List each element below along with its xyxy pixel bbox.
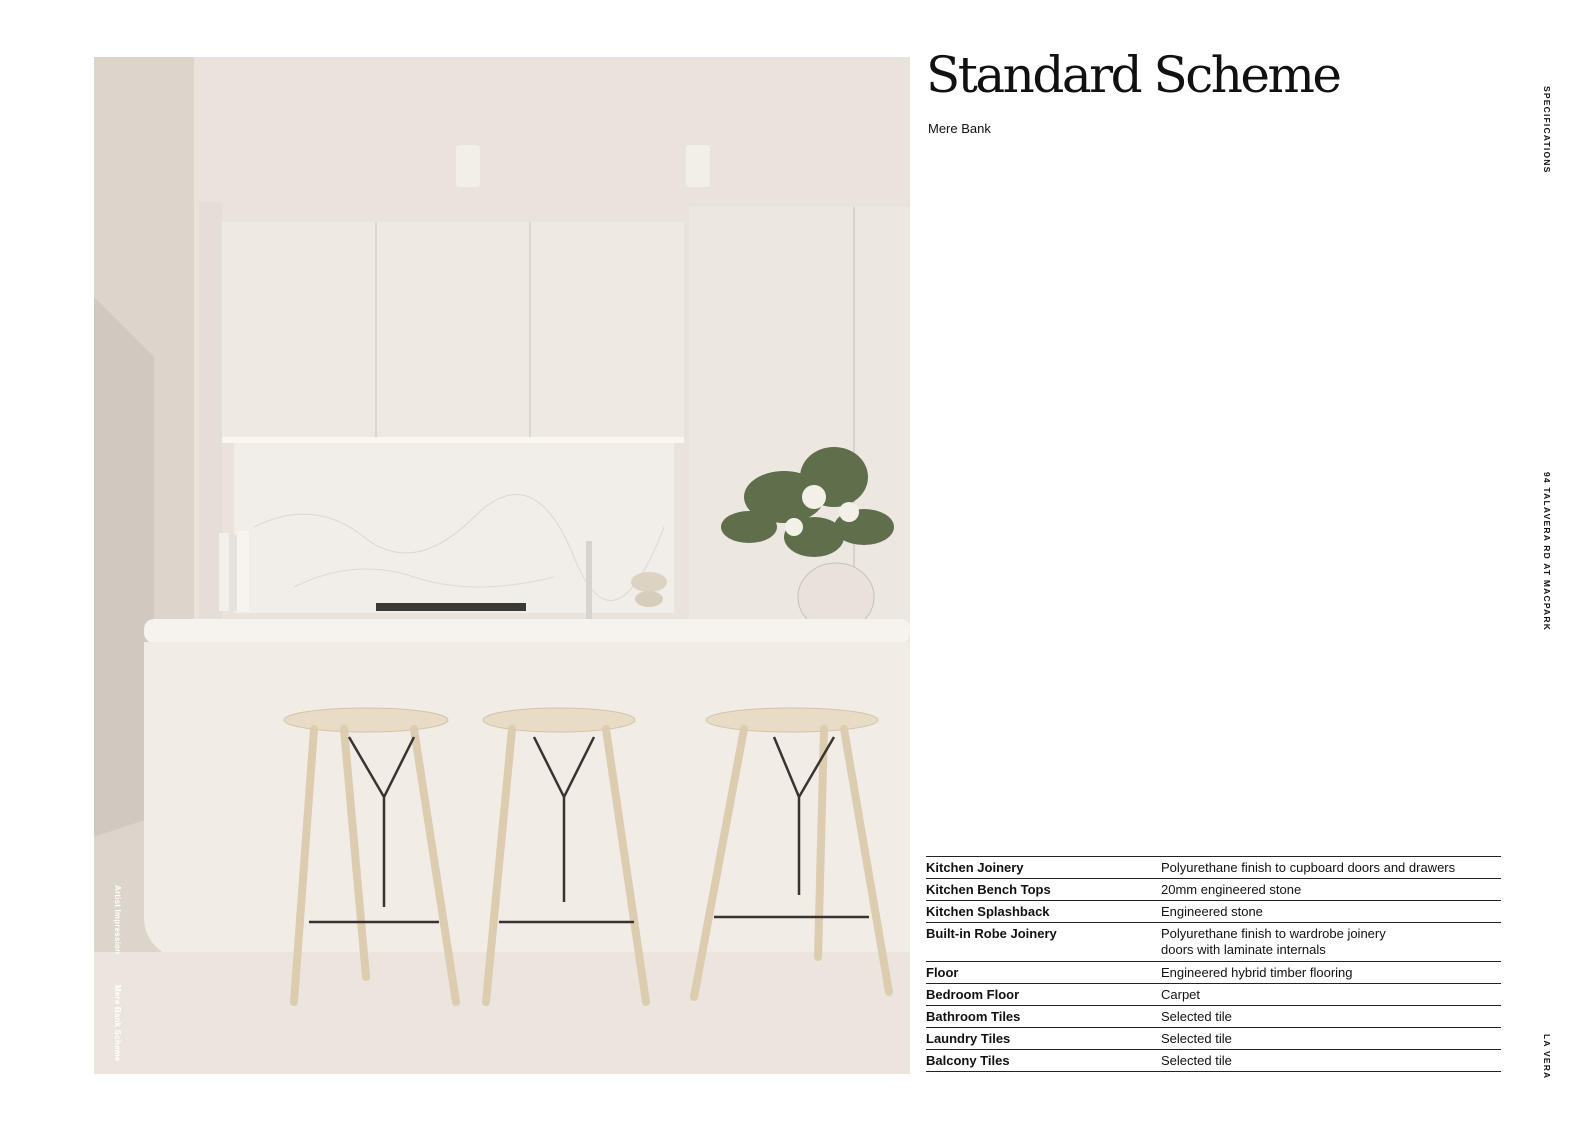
photo-caption-artist-impression: Artist Impression (113, 885, 122, 955)
spec-value: 20mm engineered stone (1161, 882, 1302, 897)
spec-value: Selected tile (1161, 1009, 1232, 1024)
spec-row (926, 1006, 1501, 1028)
spec-row (926, 984, 1501, 1006)
page-subtitle: Mere Bank (928, 121, 991, 136)
side-label-section: SPECIFICATIONS (1542, 86, 1552, 174)
spec-row (926, 901, 1501, 923)
spec-label: Floor (926, 965, 959, 980)
spec-row (926, 962, 1501, 984)
spec-value: Selected tile (1161, 1031, 1232, 1046)
spec-label: Bedroom Floor (926, 987, 1020, 1002)
spec-label: Built-in Robe Joinery (926, 926, 1057, 941)
spec-row (926, 857, 1501, 879)
spec-value: Polyurethane finish to cupboard doors and drawers (1161, 860, 1456, 875)
spec-label: Balcony Tiles (926, 1053, 1010, 1068)
spec-value: Selected tile (1161, 1053, 1232, 1068)
spec-label: Kitchen Joinery (926, 860, 1024, 875)
photo-caption-scheme: Mere Bank Scheme (113, 985, 122, 1062)
spec-value: Engineered stone (1161, 904, 1263, 919)
spec-value: Engineered hybrid timber flooring (1161, 965, 1353, 980)
spec-label: Laundry Tiles (926, 1031, 1011, 1046)
spec-label: Kitchen Bench Tops (926, 882, 1051, 897)
spec-row (926, 923, 1501, 962)
page-title: Standard Scheme (926, 46, 1340, 104)
spec-row (926, 879, 1501, 901)
spec-row (926, 1050, 1501, 1072)
spec-label: Kitchen Splashback (926, 904, 1050, 919)
spec-label: Bathroom Tiles (926, 1009, 1021, 1024)
kitchen-photo (94, 57, 910, 1074)
spec-value: Polyurethane finish to wardrobe joinery doors with laminate internals (1161, 926, 1386, 957)
spec-value: Carpet (1161, 987, 1201, 1002)
spec-row (926, 1028, 1501, 1050)
spec-table (926, 856, 1501, 1072)
side-label-address: 94 TALAVERA RD AT MACPARK (1542, 472, 1552, 632)
side-label-project: LA VERA (1542, 1034, 1552, 1080)
kitchen-illustration (94, 57, 910, 1074)
